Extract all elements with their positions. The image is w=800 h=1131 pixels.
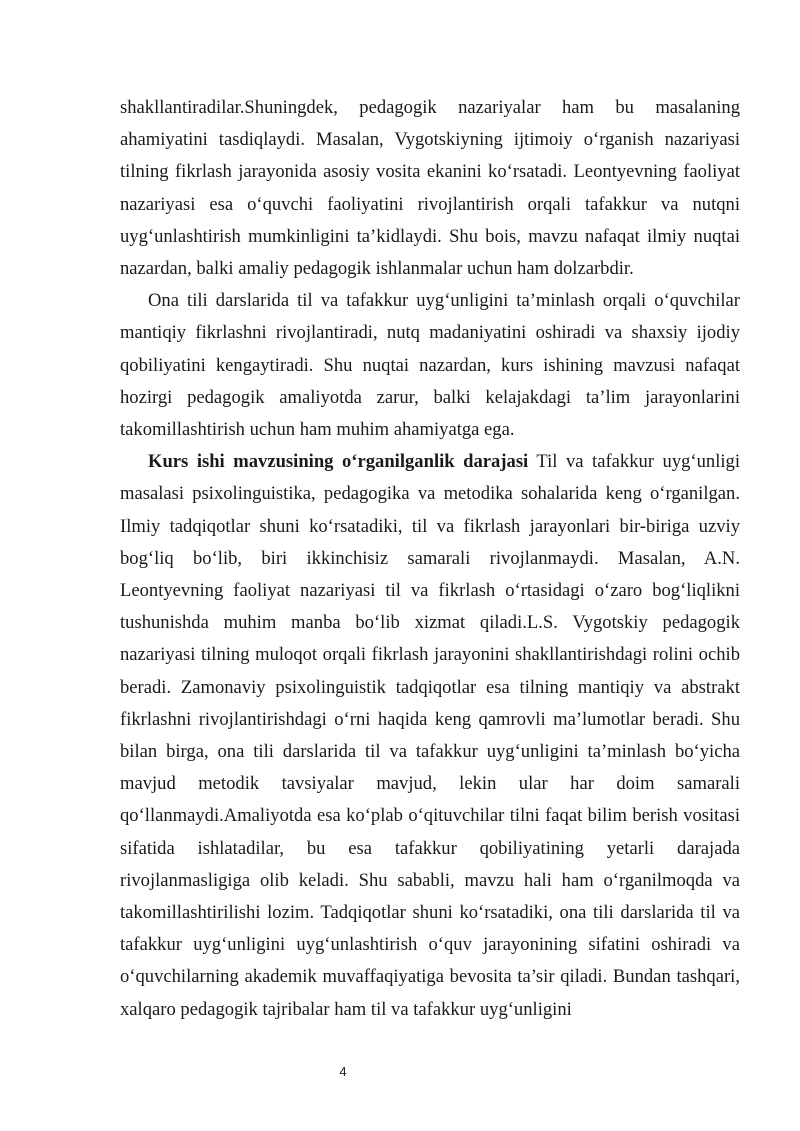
paragraph-1-text: shakllantiradilar.Shuningdek, pedagogik nazariyalar ham bu masalaning ahamiyatini tasdiqlaydi. Masalan, Vygotskiyning ijtimoiy o‘rganish nazariyasi tilning fikrlash jarayonida asosiy vosita ekanini ko‘rsatadi. Leontyevning faoliyat nazariyasi esa o‘quvchi faoliyatini rivojlantirish orqali tafakkur va nutqni uyg‘unlashtirish mumkinligini ta’kidlaydi. Shu bois, mavzu nafaqat ilmiy nuqtai nazardan, balki amaliy pedagogik ishlanmalar uchun ham dolzarbdir. <box>120 97 740 280</box>
document-body <box>120 92 740 1026</box>
section-heading-inline: Kurs ishi mavzusining o‘rganilganlik darajasi <box>148 451 529 473</box>
paragraph-2 <box>120 285 740 446</box>
paragraph-3 <box>120 446 740 1026</box>
paragraph-1 <box>120 92 740 285</box>
paragraph-2-text: Ona tili darslarida til va tafakkur uyg‘unligini ta’minlash orqali o‘quvchilar mantiqiy fikrlashni rivojlantiradi, nutq madaniyatini oshiradi va shaxsiy ijodiy qobiliyatini kengaytiradi. Shu nuqtai nazardan, kurs ishining mavzusi nafaqat hozirgi pedagogik amaliyotda zarur, balki kelajakdagi ta’lim jarayonlarini takomillashtirish uchun ham muhim ahamiyatga ega. <box>120 290 740 441</box>
page-number: 4 <box>339 1064 347 1079</box>
paragraph-3-text: Til va tafakkur uyg‘unligi masalasi psixolinguistika, pedagogika va metodika sohalarida keng o‘rganilgan. Ilmiy tadqiqotlar shuni ko‘rsatadiki, til va fikrlash jarayonlari bir-biriga uzviy bog‘liq bo‘lib, biri ikkinchisiz samarali rivojlanmaydi. Masalan, A.N. Leontyevning faoliyat nazariyasi til va fikrlash o‘rtasidagi o‘zaro bog‘liqlikni tushunishda muhim manba bo‘lib xizmat qiladi.L.S. Vygotskiy pedagogik nazariyasi tilning muloqot orqali fikrlash jarayonini shakllantirishdagi rolini ochib beradi. Zamonaviy psixolinguistik tadqiqotlar esa tilning mantiqiy va abstrakt fikrlashni rivojlantirishdagi o‘rni haqida keng qamrovli ma’lumotlar beradi. Shu bilan birga, ona tili darslarida til va tafakkur uyg‘unligini ta’minlash bo‘yicha mavjud metodik tavsiyalar mavjud, lekin ular har doim samarali qo‘llanmaydi.Amaliyotda esa ko‘plab o‘qituvchilar tilni faqat bilim berish vositasi sifatida ishlatadilar, bu esa tafakkur qobiliyatining yetarli darajada rivojlanmasligiga olib keladi. Shu sababli, mavzu hali ham o‘rganilmoqda va takomillashtirilishi lozim. Tadqiqotlar shuni ko‘rsatadiki, ona tili darslarida til va tafakkur uyg‘unligini uyg‘unlashtirish o‘quv jarayonining sifatini oshiradi va o‘quvchilarning akademik muvaffaqiyatiga bevosita ta’sir qiladi. Bundan tashqari, xalqaro pedagogik tajribalar ham til va tafakkur uyg‘unligini <box>120 451 741 1020</box>
